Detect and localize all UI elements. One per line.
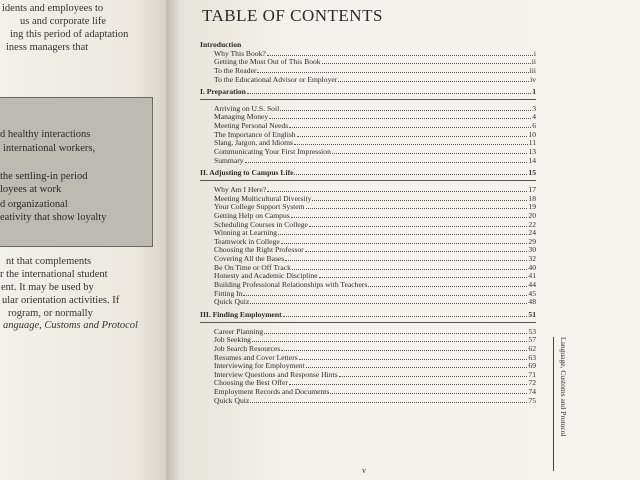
box-text-line: eativity that show loyalty [0,212,107,223]
dot-leader [332,147,528,154]
toc-page-number: 3 [532,103,536,113]
toc-page-number: 4 [532,112,536,122]
toc-label: Winning at Learning [214,228,277,238]
toc-label: Summary [214,155,244,165]
toc-entry[interactable] [200,263,536,272]
toc-label: Your College Support System [214,202,305,212]
toc-label: Why Am I Here? [214,184,267,194]
toc-label: Teamwork in College [214,236,280,246]
toc-label: III. Finding Employment [200,309,282,319]
toc-label: Honesty and Academic Discipline [214,271,318,281]
toc-section-heading[interactable] [200,87,536,96]
toc-entry[interactable] [200,194,536,203]
toc-page-number: 41 [528,271,536,281]
left-text-line: ing this period of adaptation [10,29,129,40]
toc-entry[interactable] [200,228,536,237]
dot-leader [339,370,528,377]
toc-label: Choosing the Right Professor [214,245,304,255]
toc-entry[interactable] [200,396,536,405]
toc-label: Introduction [200,40,242,49]
toc-label: Interviewing for Employment [214,361,305,371]
toc-page-number: 6 [532,121,536,131]
toc-label: Resumes and Cover Letters [214,352,298,362]
dot-leader [299,353,528,360]
left-text-line: anguage, Customs and Protocol [3,320,138,331]
dot-leader [250,396,527,403]
toc-entry[interactable] [200,370,536,379]
toc-page-number: 17 [528,184,536,194]
section-divider [200,99,536,100]
toc-entry[interactable] [200,104,536,113]
toc-entry[interactable] [200,271,536,280]
section-divider [200,180,536,181]
dot-leader [368,280,527,287]
right-page [180,0,640,480]
toc-label: Communicating Your First Impression [214,147,331,157]
toc-entry[interactable] [200,245,536,254]
toc-page-number: iii [529,65,536,75]
toc-label: To the Educational Advisor or Employer [214,74,338,84]
toc-page-number: 51 [528,309,536,319]
toc-label: Meeting Multicultural Diversity [214,193,312,203]
toc-page-number: 74 [528,387,536,397]
toc-page-number: 57 [528,335,536,345]
dot-leader [309,220,528,227]
side-tab-label: Language, Customs and Protocol [559,337,568,437]
toc-entry[interactable] [200,220,536,229]
toc-page-number: 62 [528,343,536,353]
dot-leader [257,66,528,73]
toc-label: Getting the Most Out of This Book [214,57,321,67]
dot-leader [306,202,528,209]
dot-leader [330,387,527,394]
box-text-line: d healthy interactions [0,129,91,140]
dot-leader [278,228,527,235]
dot-leader [250,297,527,304]
toc-entry[interactable] [200,254,536,263]
dot-leader [281,344,527,351]
toc-page-number: 13 [528,147,536,157]
toc-entry[interactable] [200,121,536,130]
toc-section-heading[interactable] [200,168,536,177]
toc-section-heading[interactable] [200,40,536,49]
toc-entry[interactable] [200,378,536,387]
left-text-line: iness managers that [6,42,89,53]
box-text-line: the settling-in period [0,171,88,182]
dot-leader [338,75,529,82]
toc-page-number: ii [531,57,536,67]
toc-label: Slang, Jargon, and Idioms [214,138,293,148]
dot-leader [252,335,527,342]
toc-entry[interactable] [200,361,536,370]
toc-entry[interactable] [200,112,536,121]
dot-leader [245,156,528,163]
dot-leader [289,121,531,128]
toc-page-number: 44 [528,280,536,290]
toc-entry[interactable] [200,289,536,298]
box-text-line: international workers, [3,143,96,154]
toc-page-number: 10 [528,129,536,139]
toc-entry[interactable] [200,147,536,156]
section-divider [200,322,536,323]
side-tab [553,337,576,471]
toc-entry[interactable] [200,75,536,84]
page-title: TABLE OF CONTENTS [202,6,383,25]
toc-page-number: 15 [528,168,536,178]
toc-label: Scheduling Courses in College [214,219,308,229]
toc-page-number: 48 [528,297,536,307]
dot-leader [243,289,527,296]
toc-entry[interactable] [200,335,536,344]
toc-page-number: 45 [528,288,536,298]
dot-leader [294,138,528,145]
toc-label: Getting Help on Campus [214,210,290,220]
toc-page-number: i [533,48,536,58]
toc-label: Fitting In [214,288,243,298]
toc-page-number: 20 [528,210,536,220]
toc-page-number: 18 [528,193,536,203]
box-text-line: loyees at work [0,184,62,195]
table-of-contents [200,40,536,404]
left-text-line: idents and employees to [2,3,104,14]
toc-label: I. Preparation [200,87,246,97]
left-page [0,0,168,480]
left-text-line: ular orientation activities. If [2,295,120,306]
dot-leader [281,237,528,244]
toc-entry[interactable] [200,237,536,246]
toc-page-number: 11 [528,138,536,148]
toc-label: Be On Time or Off Track [214,262,291,272]
dot-leader [306,361,528,368]
toc-page-number: 75 [528,395,536,405]
toc-page-number: 19 [528,202,536,212]
toc-entry[interactable] [200,57,536,66]
dot-leader [267,185,527,192]
dot-leader [267,49,533,56]
left-text-line: us and corporate life [20,16,107,27]
dot-leader [292,263,528,270]
toc-page-number: 72 [528,378,536,388]
toc-label: Meeting Personal Needs [214,121,289,131]
toc-entry[interactable] [200,202,536,211]
toc-section-heading[interactable] [200,310,536,319]
box-text-line: d organizational [0,199,68,210]
dot-leader [322,57,531,64]
left-text-line: r the international student [0,269,108,280]
toc-entry[interactable] [200,49,536,58]
dot-leader [297,130,528,137]
dot-leader [305,245,528,252]
dot-leader [319,271,528,278]
toc-entry[interactable] [200,138,536,147]
toc-entry[interactable] [200,280,536,289]
toc-entry[interactable] [200,353,536,362]
toc-entry[interactable] [200,297,536,306]
toc-label: Building Professional Relationships with Teachers [214,280,368,290]
toc-label: Interview Questions and Response Hints [214,369,338,379]
dot-leader [280,104,531,111]
dot-leader [291,211,528,218]
dot-leader [294,168,527,175]
toc-label: Managing Money [214,112,269,122]
left-text-line: rogram, or normally [8,308,93,319]
toc-label: Job Search Resources [214,343,281,353]
toc-label: II. Adjusting to Campus Life [200,168,294,178]
toc-page-number: 40 [528,262,536,272]
page-number: v [362,466,366,475]
left-text-line: ent. It may be used by [1,282,94,293]
toc-page-number: 53 [528,326,536,336]
toc-page-number: 22 [528,219,536,229]
toc-entry[interactable] [200,185,536,194]
dot-leader [247,87,531,94]
toc-label: Quick Quiz [214,297,250,307]
dot-leader [264,327,527,334]
dot-leader [283,310,528,317]
toc-entry[interactable] [200,66,536,75]
toc-label: Choosing the Best Offer [214,378,288,388]
toc-entry[interactable] [200,344,536,353]
toc-label: Job Seeking [214,335,251,345]
toc-label: Employment Records and Documents [214,387,330,397]
toc-label: Arriving on U.S. Soil [214,103,280,113]
toc-label: Career Planning [214,326,264,336]
dot-leader [312,194,527,201]
dot-leader [269,112,531,119]
toc-page-number: 24 [528,228,536,238]
toc-label: Covering All the Bases [214,254,285,264]
toc-entry[interactable] [200,130,536,139]
toc-page-number: 30 [528,245,536,255]
toc-page-number: 32 [528,254,536,264]
toc-page-number: 29 [528,236,536,246]
toc-entry[interactable] [200,327,536,336]
dot-leader [289,378,528,385]
toc-entry[interactable] [200,387,536,396]
toc-entry[interactable] [200,211,536,220]
toc-page-number: 71 [528,369,536,379]
toc-label: Why This Book? [214,48,266,58]
toc-label: To the Reader [214,65,257,75]
highlight-box [0,97,153,247]
toc-label: Quick Quiz [214,395,250,405]
toc-label: The Importance of English [214,129,296,139]
toc-page-number: 1 [532,87,536,97]
toc-page-number: 69 [528,361,536,371]
toc-page-number: iv [530,74,536,84]
dot-leader [285,254,527,261]
toc-page-number: 63 [528,352,536,362]
left-text-line: nt that complements [6,256,92,267]
toc-entry[interactable] [200,156,536,165]
toc-page-number: 14 [528,155,536,165]
